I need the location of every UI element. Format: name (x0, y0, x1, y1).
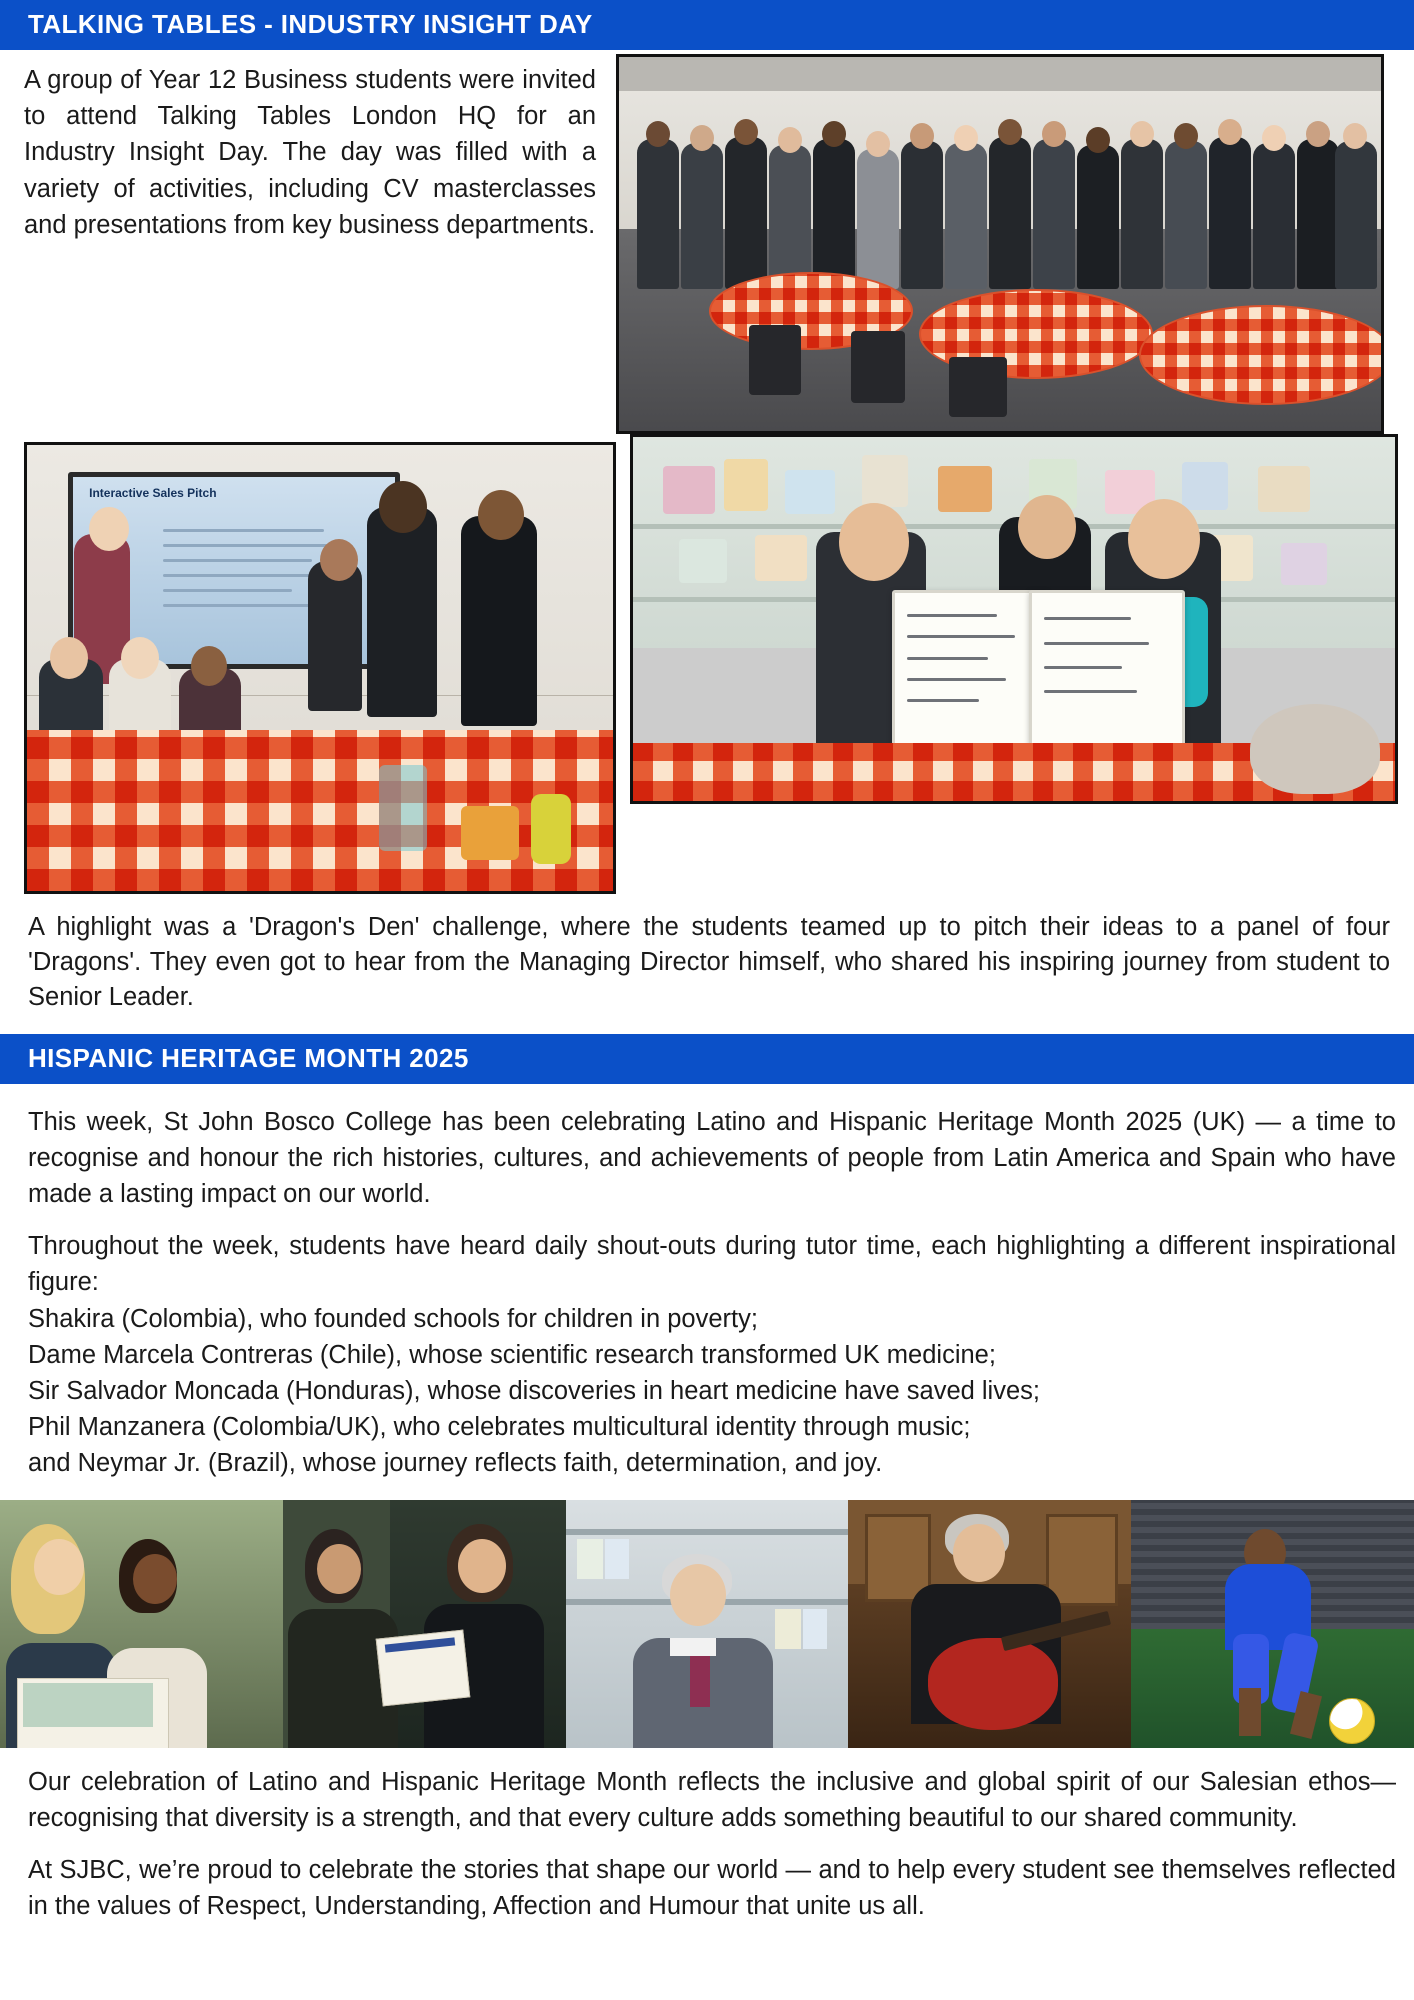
hh-paragraph-2: Our celebration of Latino and Hispanic Heritage Month reflects the inclusive and global spirit of our Salesian ethos— recognising that diversity is a strength, and that every culture adds something beautiful to our shared community. (28, 1767, 1396, 1832)
hh-list-intro: Throughout the week, students have heard daily shout-outs during tutor time, each highlighting a different inspirational figure: (28, 1232, 1396, 1297)
hh-figures-list (28, 1301, 1396, 1482)
presentation-photo (630, 434, 1398, 804)
list-item: Dame Marcela Contreras (Chile), whose scientific research transformed UK medicine; (28, 1340, 996, 1369)
hh-paragraph-3: At SJBC, we’re proud to celebrate the stories that shape our world — and to help every student see themselves reflected in the values of Respect, Understanding, Affection and Humour that unite us all. (28, 1856, 1396, 1921)
list-item: Sir Salvador Moncada (Honduras), whose discoveries in heart medicine have saved lives; (28, 1376, 1040, 1405)
group-photo (616, 54, 1384, 434)
talking-tables-top-row (10, 54, 1404, 434)
group-photo-art (619, 57, 1381, 431)
marcela-contreras-photo (283, 1500, 566, 1748)
salvador-moncada-photo (566, 1500, 849, 1748)
talking-tables-intro-text: A group of Year 12 Business students were invited to attend Talking Tables London HQ for an Industry Insight Day. The day was filled with a variety of activities, including CV masterclasses and presentations from key business departments. (24, 66, 596, 239)
presentation-photo-art (633, 437, 1395, 801)
section-header-talking-tables: TALKING TABLES - INDUSTRY INSIGHT DAY (0, 0, 1414, 50)
sales-pitch-photo-art (27, 445, 613, 891)
list-item: and Neymar Jr. (Brazil), whose journey reflects faith, determination, and joy. (28, 1449, 883, 1478)
sales-pitch-photo (24, 442, 616, 894)
neymar-photo (1131, 1500, 1414, 1748)
list-item: Phil Manzanera (Colombia/UK), who celebrates multicultural identity through music; (28, 1413, 971, 1442)
screen-title-label: Interactive Sales Pitch (89, 486, 217, 501)
section-header-hispanic-heritage: HISPANIC HERITAGE MONTH 2025 (0, 1034, 1414, 1084)
hispanic-heritage-photo-strip (0, 1500, 1414, 1748)
talking-tables-caption: A highlight was a 'Dragon's Den' challenge, where the students teamed up to pitch their ideas to a panel of four 'Dragons'. They even got to hear from the Managing Director himself, who shared his inspiring journey from student to Senior Leader. (28, 913, 1390, 1012)
phil-manzanera-photo (848, 1500, 1131, 1748)
talking-tables-body (0, 50, 1414, 1020)
hispanic-heritage-body (0, 1084, 1414, 1482)
shakira-photo (0, 1500, 283, 1748)
list-item: Shakira (Colombia), who founded schools for children in poverty; (28, 1304, 758, 1333)
talking-tables-right-column (616, 54, 1404, 434)
hispanic-heritage-closing (0, 1764, 1414, 1925)
talking-tables-lower-row (10, 434, 1404, 894)
hh-paragraph-1: This week, St John Bosco College has been celebrating Latino and Hispanic Heritage Month 2025 (UK) — a time to recognise and honour the rich histories, cultures, and achievements of people from Latin America and Spain who have made a lasting impact on our world. (28, 1107, 1396, 1208)
